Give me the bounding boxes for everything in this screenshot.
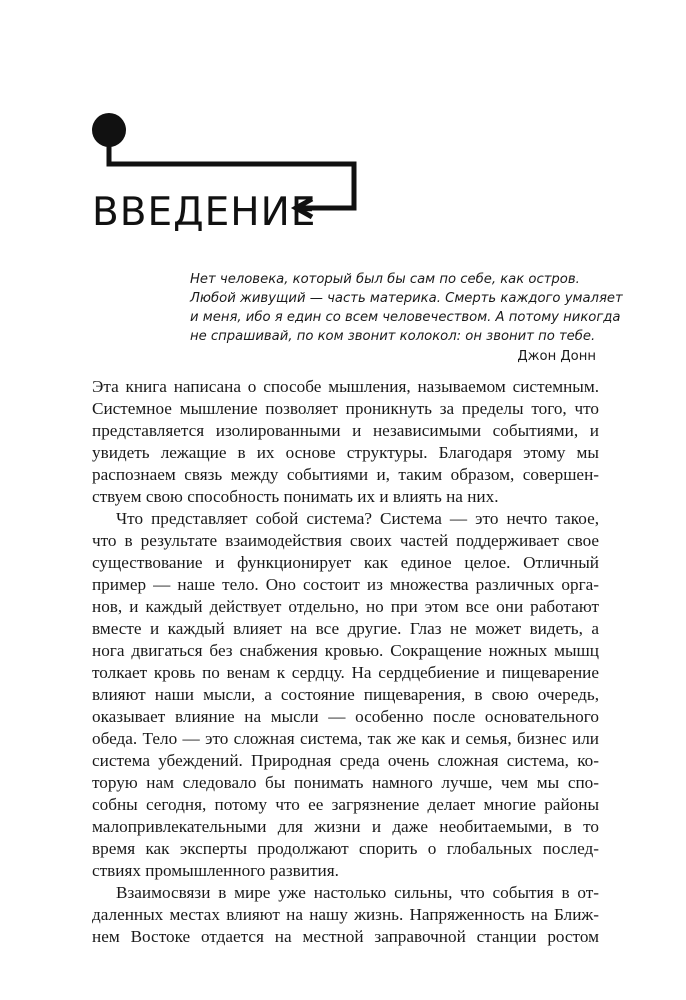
text-line: представляется изолированными и независимыми событиями, и bbox=[92, 421, 599, 440]
text-line: даленных местах влияют на нашу жизнь. Напряженность на Ближ- bbox=[92, 905, 599, 924]
text-line: Системное мышление позволяет проникнуть за пределы того, что bbox=[92, 399, 599, 418]
text-line: собны сегодня, потому что ее загрязнение делает многие районы bbox=[92, 795, 599, 814]
chapter-title: ВВЕДЕНИЕ bbox=[92, 190, 317, 235]
epigraph-author: Джон Донн bbox=[517, 349, 596, 364]
text-line: система убеждений. Природная среда очень сложная система, ко- bbox=[92, 751, 599, 770]
text-line: существование и функционирует как единое целое. Отличный bbox=[92, 553, 599, 572]
epigraph-line: Нет человека, который был бы сам по себе, как остров. bbox=[190, 272, 580, 287]
epigraph-line: и меня, ибо я един со всем человечеством. А потому никогда bbox=[190, 310, 621, 325]
text-line: что в результате взаимодействия своих частей поддерживает свое bbox=[92, 531, 599, 550]
text-line: толкает кровь по венам к сердцу. На сердцебиение и пищеварение bbox=[92, 663, 599, 682]
epigraph bbox=[190, 270, 623, 366]
text-line: увидеть лежащие в их основе структуры. Благодаря этому мы bbox=[92, 443, 599, 462]
text-line: нога двигаться без снабжения кровью. Сокращение ножных мышц bbox=[92, 641, 599, 660]
text-line: ствиях промышленного развития. bbox=[92, 861, 339, 880]
text-line: малопривлекательными для жизни и даже необитаемыми, в то bbox=[92, 817, 599, 836]
text-line: Эта книга написана о способе мышления, называемом системным. bbox=[92, 377, 599, 396]
body-text bbox=[92, 376, 599, 948]
paragraph-1 bbox=[92, 376, 599, 508]
text-line: Взаимосвязи в мире уже настолько сильны, что события в от- bbox=[116, 883, 599, 902]
text-line: вместе и каждый влияет на все другие. Глаз не может видеть, а bbox=[92, 619, 599, 638]
epigraph-line: Любой живущий — часть материка. Смерть каждого умаляет bbox=[190, 291, 623, 306]
text-line: нем Востоке отдается на местной заправочной станции ростом bbox=[92, 927, 599, 946]
text-line: Что представляет собой система? Система — это нечто такое, bbox=[116, 509, 599, 528]
text-line: влияют наши мысли, а состояние пищеварения, в свою очередь, bbox=[92, 685, 599, 704]
text-line: нов, и каждый действует отдельно, но при этом все они работают bbox=[92, 597, 599, 616]
text-line: торую нам следовало бы понимать намного лучше, чем мы спо- bbox=[92, 773, 599, 792]
text-line: распознаем связь между событиями и, таким образом, совершен- bbox=[92, 465, 599, 484]
paragraph-3 bbox=[92, 882, 599, 948]
text-line: время как эксперты продолжают спорить о глобальных послед- bbox=[92, 839, 599, 858]
epigraph-line: не спрашивай, по ком звонит колокол: он звонит по тебе. bbox=[190, 329, 596, 344]
text-line: пример — наше тело. Оно состоит из множества различных орга- bbox=[92, 575, 599, 594]
text-line: ствуем свою способность понимать их и влиять на них. bbox=[92, 487, 499, 506]
text-line: оказывает влияние на мысли — особенно после основательного bbox=[92, 707, 599, 726]
paragraph-2 bbox=[92, 508, 599, 882]
text-line: обеда. Тело — это сложная система, так же как и семья, бизнес или bbox=[92, 729, 599, 748]
